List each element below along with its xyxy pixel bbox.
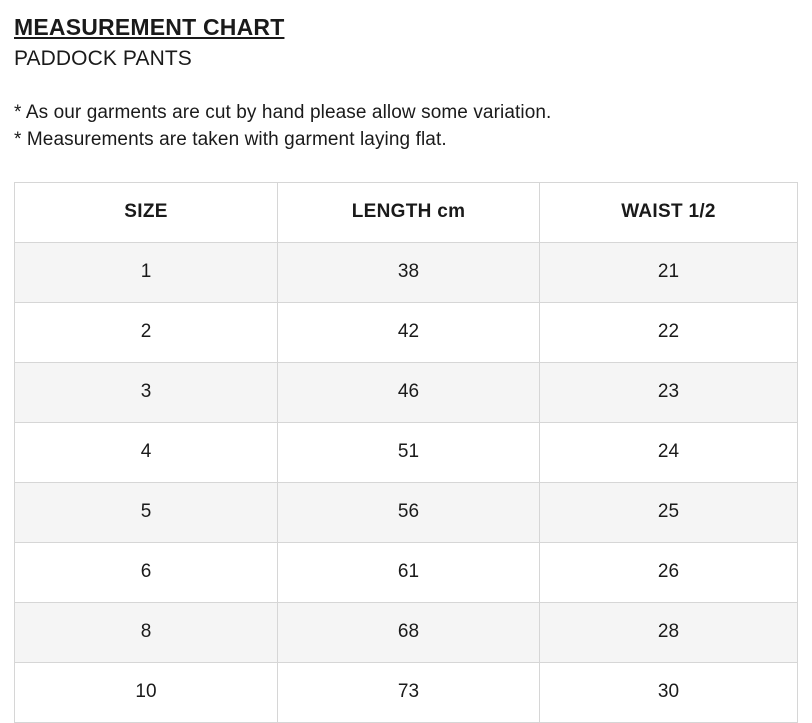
cell-waist: 26 <box>540 542 798 602</box>
table-row <box>15 422 798 482</box>
page-title: MEASUREMENT CHART <box>14 14 285 40</box>
column-header-waist: WAIST 1/2 <box>540 182 798 242</box>
table-row <box>15 362 798 422</box>
cell-length: 56 <box>278 482 540 542</box>
cell-size: 3 <box>15 362 278 422</box>
cell-length: 68 <box>278 602 540 662</box>
notes-block <box>14 99 798 154</box>
cell-waist: 24 <box>540 422 798 482</box>
table-row <box>15 242 798 302</box>
cell-waist: 23 <box>540 362 798 422</box>
cell-waist: 30 <box>540 662 798 722</box>
page-subtitle: PADDOCK PANTS <box>14 46 192 70</box>
cell-waist: 22 <box>540 302 798 362</box>
table-row <box>15 302 798 362</box>
note-line-1: * As our garments are cut by hand please allow some variation. <box>14 101 552 123</box>
cell-size: 1 <box>15 242 278 302</box>
cell-length: 73 <box>278 662 540 722</box>
cell-size: 8 <box>15 602 278 662</box>
cell-length: 46 <box>278 362 540 422</box>
cell-waist: 21 <box>540 242 798 302</box>
table-header-row <box>15 182 798 242</box>
cell-waist: 25 <box>540 482 798 542</box>
cell-length: 42 <box>278 302 540 362</box>
measurement-table <box>14 182 798 723</box>
cell-size: 2 <box>15 302 278 362</box>
cell-length: 61 <box>278 542 540 602</box>
cell-size: 6 <box>15 542 278 602</box>
table-row <box>15 542 798 602</box>
table-header <box>15 182 798 242</box>
cell-length: 38 <box>278 242 540 302</box>
cell-size: 4 <box>15 422 278 482</box>
table-row <box>15 602 798 662</box>
column-header-size: SIZE <box>15 182 278 242</box>
cell-length: 51 <box>278 422 540 482</box>
table-row <box>15 482 798 542</box>
table-body <box>15 242 798 722</box>
cell-waist: 28 <box>540 602 798 662</box>
cell-size: 10 <box>15 662 278 722</box>
note-line-2: * Measurements are taken with garment laying flat. <box>14 129 447 151</box>
column-header-length: LENGTH cm <box>278 182 540 242</box>
cell-size: 5 <box>15 482 278 542</box>
table-row <box>15 662 798 722</box>
